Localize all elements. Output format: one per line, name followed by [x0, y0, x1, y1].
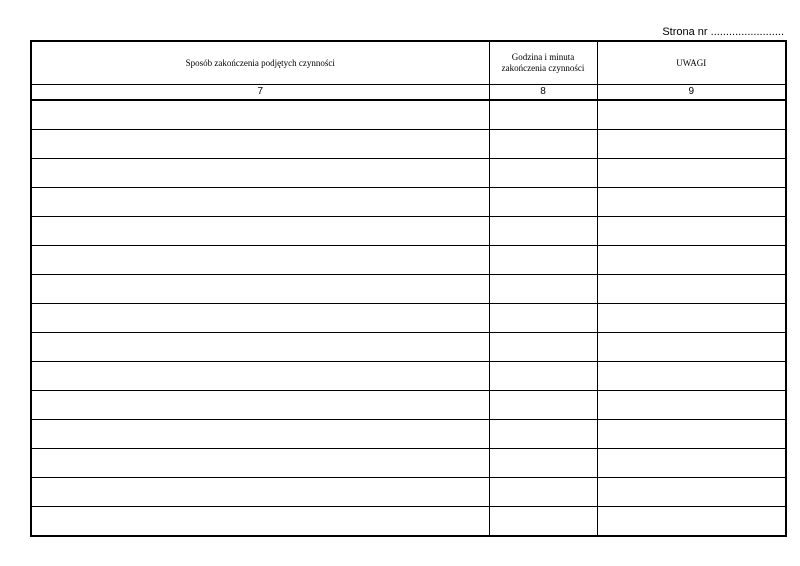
- completion-method-cell: [31, 362, 489, 391]
- header-remarks: UWAGI: [597, 41, 786, 85]
- completion-time-cell: [489, 275, 597, 304]
- completion-method-cell: [31, 391, 489, 420]
- completion-time-cell: [489, 100, 597, 130]
- completion-method-cell: [31, 478, 489, 507]
- table-row: [31, 420, 786, 449]
- completion-method-cell: [31, 449, 489, 478]
- header-completion-method: Sposób zakończenia podjętych czynności: [31, 41, 489, 85]
- column-number-7: 7: [31, 85, 489, 101]
- table-row: [31, 130, 786, 159]
- column-number-8: 8: [489, 85, 597, 101]
- completion-time-cell: [489, 449, 597, 478]
- table-row: [31, 362, 786, 391]
- completion-method-cell: [31, 159, 489, 188]
- remarks-cell: [597, 159, 786, 188]
- remarks-cell: [597, 507, 786, 537]
- completion-time-cell: [489, 130, 597, 159]
- completion-method-cell: [31, 100, 489, 130]
- completion-method-cell: [31, 420, 489, 449]
- table-row: [31, 159, 786, 188]
- page-number-label: Strona nr ........................: [662, 26, 784, 38]
- remarks-cell: [597, 275, 786, 304]
- table-row: [31, 217, 786, 246]
- table-row: [31, 188, 786, 217]
- completion-time-cell: [489, 304, 597, 333]
- table-row: [31, 449, 786, 478]
- completion-method-cell: [31, 333, 489, 362]
- remarks-cell: [597, 362, 786, 391]
- completion-time-cell: [489, 333, 597, 362]
- remarks-cell: [597, 449, 786, 478]
- completion-method-cell: [31, 130, 489, 159]
- remarks-cell: [597, 478, 786, 507]
- remarks-cell: [597, 246, 786, 275]
- column-number-9: 9: [597, 85, 786, 101]
- completion-method-cell: [31, 275, 489, 304]
- table-row: [31, 246, 786, 275]
- completion-time-cell: [489, 159, 597, 188]
- table-row: [31, 478, 786, 507]
- completion-method-cell: [31, 304, 489, 333]
- remarks-cell: [597, 304, 786, 333]
- table-row: [31, 304, 786, 333]
- table-row: [31, 275, 786, 304]
- table-row: [31, 333, 786, 362]
- remarks-cell: [597, 420, 786, 449]
- header-completion-time: Godzina i minuta zakończenia czynności: [489, 41, 597, 85]
- completion-time-cell: [489, 188, 597, 217]
- completion-time-cell: [489, 507, 597, 537]
- remarks-cell: [597, 391, 786, 420]
- remarks-cell: [597, 100, 786, 130]
- completion-method-cell: [31, 217, 489, 246]
- remarks-cell: [597, 188, 786, 217]
- completion-time-cell: [489, 217, 597, 246]
- remarks-cell: [597, 217, 786, 246]
- completion-time-cell: [489, 362, 597, 391]
- activity-completion-table: [30, 40, 787, 537]
- table-row: [31, 391, 786, 420]
- table-body: [31, 100, 786, 536]
- completion-time-cell: [489, 246, 597, 275]
- completion-method-cell: [31, 507, 489, 537]
- remarks-cell: [597, 333, 786, 362]
- completion-time-cell: [489, 420, 597, 449]
- completion-method-cell: [31, 246, 489, 275]
- completion-method-cell: [31, 188, 489, 217]
- completion-time-cell: [489, 478, 597, 507]
- table-row: [31, 100, 786, 130]
- remarks-cell: [597, 130, 786, 159]
- table-row: [31, 507, 786, 537]
- completion-time-cell: [489, 391, 597, 420]
